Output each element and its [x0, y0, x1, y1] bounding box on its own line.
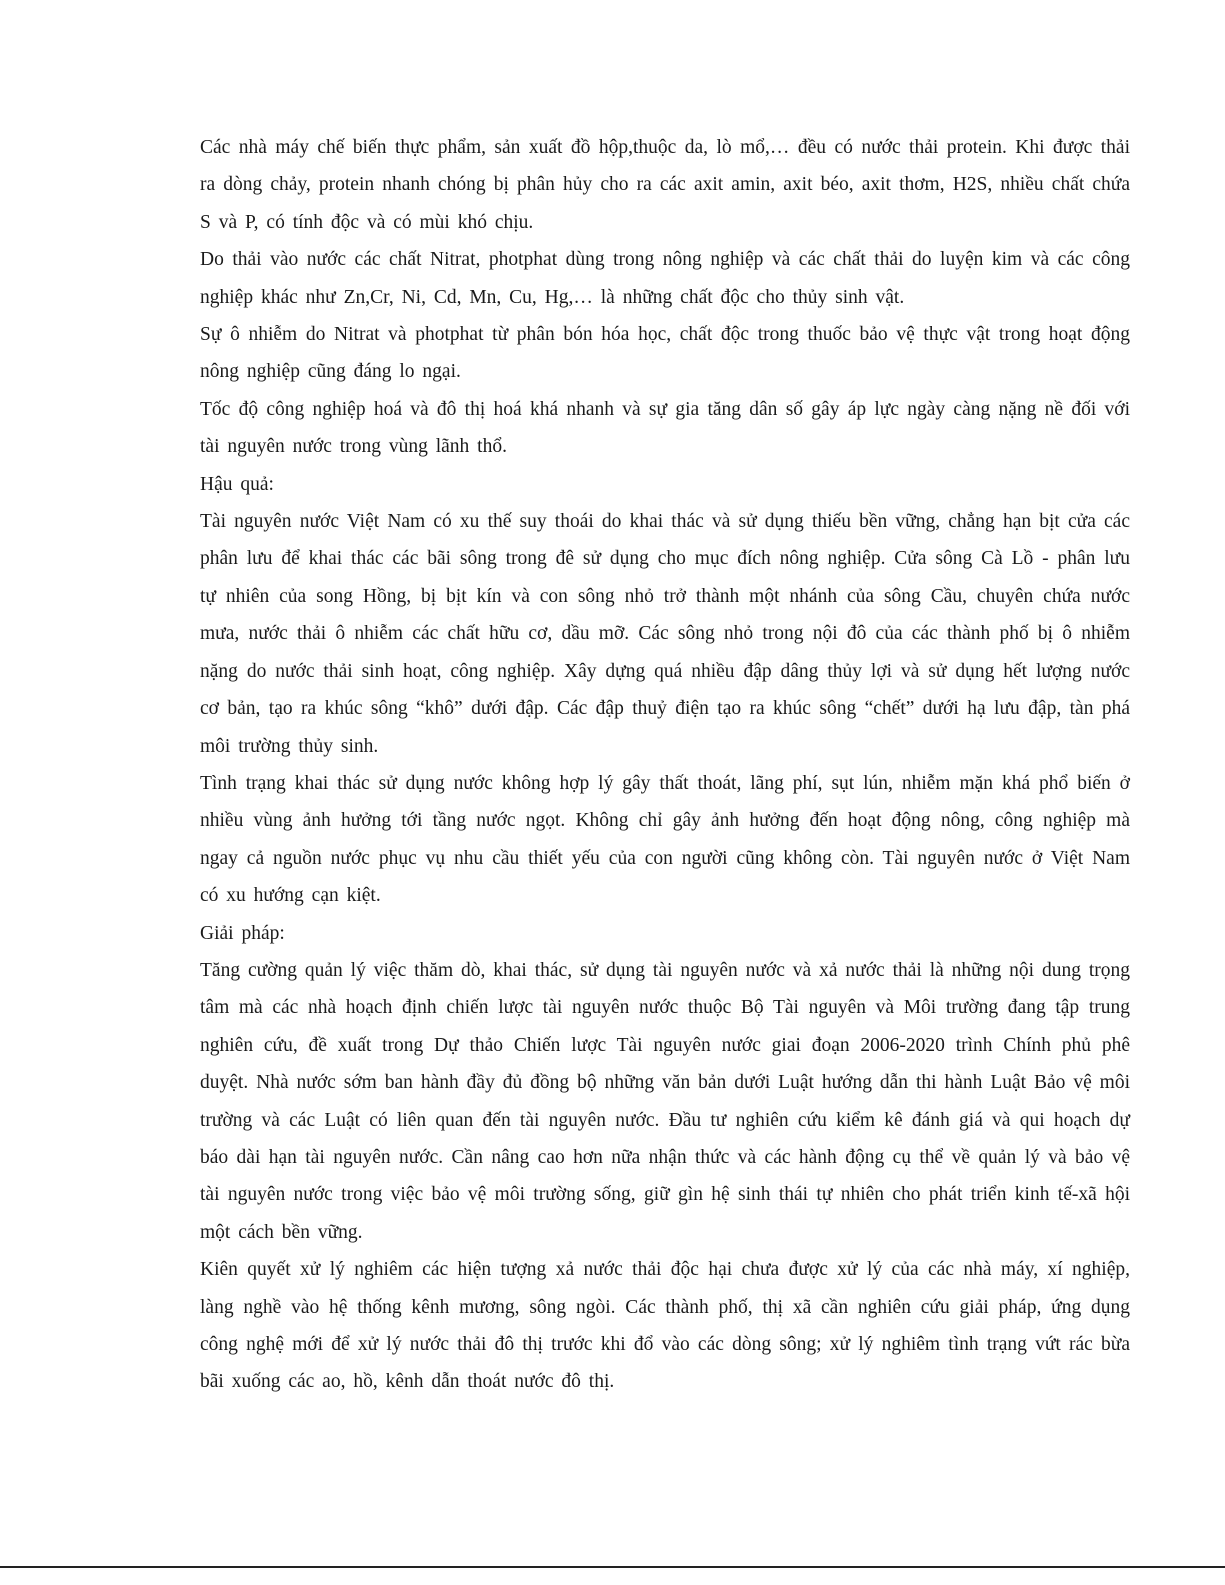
bottom-divider [0, 1566, 1225, 1568]
section-heading-consequences: Hậu quả: [200, 473, 274, 495]
paragraph-protein-wastewater: Các nhà máy chế biến thực phẩm, sản xuất đồ hộp,thuộc da, lò mổ,… đều có nước thải protein. Khi được thải ra dòng chảy, protein nhanh chóng bị phân hủy cho ra các axit amin, axit béo, axit thơm, H2S, nhiều chất chứa S và P, có tính độc và có mùi khó chịu. [200, 137, 1130, 233]
paragraph-degradation: Tài nguyên nước Việt Nam có xu thế suy thoái do khai thác và sử dụng thiếu bền vững, chẳng hạn bịt cửa các phân lưu để khai thác các bãi sông trong đê sử dụng cho mục đích nông nghiệp. Cửa sông Cà Lồ - phân lưu tự nhiên của song Hồng, bị bịt kín và con sông nhỏ trở thành một nhánh của sông Cầu, chuyên chứa nước mưa, nước thải ô nhiễm các chất hữu cơ, dầu mỡ. Các sông nhỏ trong nội đô của các thành phố bị ô nhiễm nặng do nước thải sinh hoạt, công nghiệp. Xây dựng quá nhiều đập dâng thủy lợi và sử dụng hết lượng nước cơ bản, tạo ra khúc sông “khô” dưới đập. Các đập thuỷ điện tạo ra khúc sông “chết” dưới hạ lưu đập, tàn phá môi trường thủy sinh. [200, 511, 1130, 757]
paragraph-nitrate-metals: Do thải vào nước các chất Nitrat, photphat dùng trong nông nghiệp và các chất thải do luyện kim và các công nghiệp khác như Zn,Cr, Ni, Cd, Mn, Cu, Hg,… là những chất độc cho thủy sinh vật. [200, 249, 1130, 308]
paragraph-fertilizer-pollution: Sự ô nhiễm do Nitrat và photphat từ phân bón hóa học, chất độc trong thuốc bảo vệ thực vật trong hoạt động nông nghiệp cũng đáng lo ngại. [200, 324, 1130, 383]
section-heading-solutions: Giải pháp: [200, 922, 285, 944]
paragraph-urbanization-pressure: Tốc độ công nghiệp hoá và đô thị hoá khá nhanh và sự gia tăng dân số gây áp lực ngày càng nặng nề đối với tài nguyên nước trong vùng lãnh thổ. [200, 398, 1130, 458]
paragraph-management-strategy: Tăng cường quản lý việc thăm dò, khai thác, sử dụng tài nguyên nước và xả nước thải là những nội dung trọng tâm mà các nhà hoạch định chiến lược tài nguyên nước thuộc Bộ Tài nguyên và Môi trường đang tập trung nghiên cứu, đề xuất trong Dự thảo Chiến lược Tài nguyên nước giai đoạn 2006-2020 trình Chính phủ phê duyệt. Nhà nước sớm ban hành đầy đủ đồng bộ những văn bản dưới Luật hướng dẫn thi hành Luật Bảo vệ môi trường và các Luật có liên quan đến tài nguyên nước. Đầu tư nghiên cứu kiểm kê đánh giá và qui hoạch dự báo dài hạn tài nguyên nước. Cần nâng cao hơn nữa nhận thức và các hành động cụ thể về quản lý và bảo vệ tài nguyên nước trong việc bảo vệ môi trường sống, giữ gìn hệ sinh thái tự nhiên cho phát triển kinh tế-xã hội một cách bền vững. [200, 959, 1130, 1243]
document-body [200, 129, 1130, 1401]
paragraph-enforcement: Kiên quyết xử lý nghiêm các hiện tượng xả nước thải độc hại chưa được xử lý của các nhà máy, xí nghiệp, làng nghề vào hệ thống kênh mương, sông ngòi. Các thành phố, thị xã cần nghiên cứu giải pháp, ứng dụng công nghệ mới để xử lý nước thải đô thị trước khi đổ vào các dòng sông; xử lý nghiêm tình trạng vứt rác bừa bãi xuống các ao, hồ, kênh dẫn thoát nước đô thị. [200, 1259, 1130, 1393]
paragraph-depletion: Tình trạng khai thác sử dụng nước không hợp lý gây thất thoát, lãng phí, sụt lún, nhiễm mặn khá phổ biến ở nhiều vùng ảnh hưởng tới tầng nước ngọt. Không chỉ gây ảnh hưởng đến hoạt động nông, công nghiệp mà ngay cả nguồn nước phục vụ nhu cầu thiết yếu của con người cũng không còn. Tài nguyên nước ở Việt Nam có xu hướng cạn kiệt. [200, 772, 1130, 907]
